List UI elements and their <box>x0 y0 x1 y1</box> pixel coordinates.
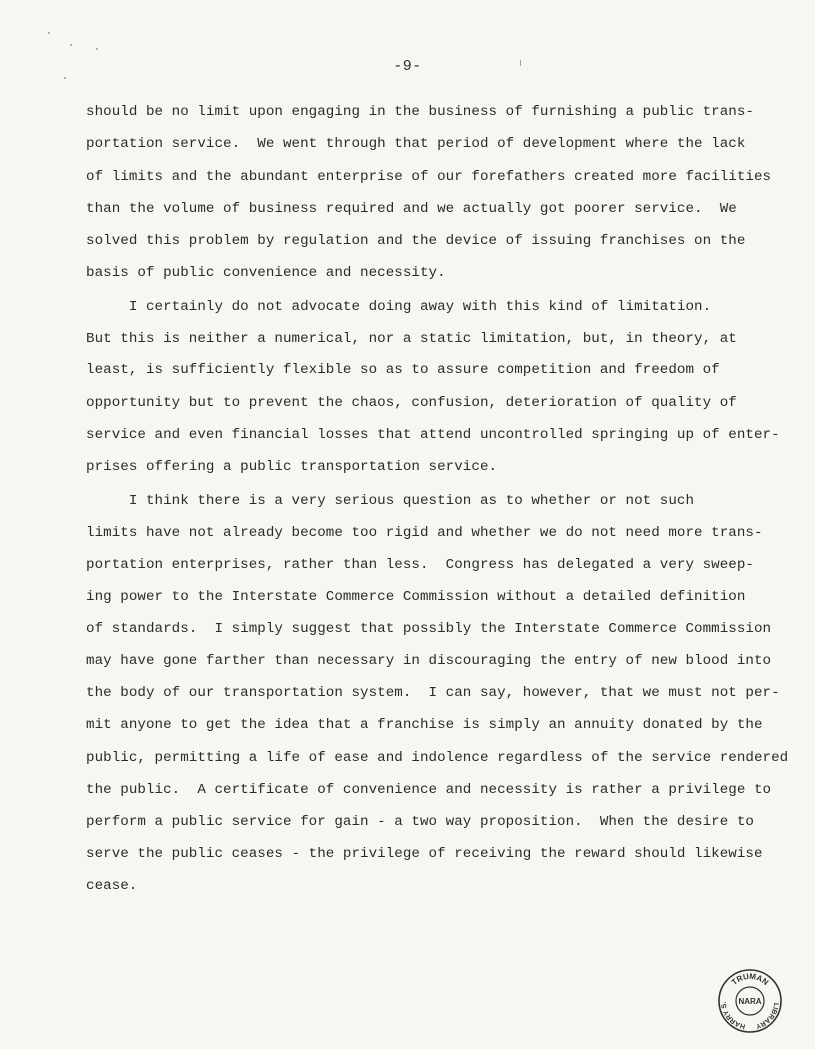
text-line: serve the public ceases - the privilege of receiving the reward should likewise <box>86 846 763 862</box>
text-line: mit anyone to get the idea that a franchise is simply an annuity donated by the <box>86 717 763 733</box>
text-line: I certainly do not advocate doing away with this kind of limitation. <box>86 299 712 315</box>
text-line: prises offering a public transportation service. <box>86 459 498 475</box>
stamp-top-text: TRUMAN <box>729 971 771 987</box>
scan-speck <box>64 77 66 79</box>
text-line: than the volume of business required and we actually got poorer service. We <box>86 201 737 217</box>
scan-speck <box>48 32 50 34</box>
text-line: ing power to the Interstate Commerce Commission without a detailed definition <box>86 589 746 605</box>
text-line: cease. <box>86 878 138 894</box>
stamp-left-text: HARRY S. <box>720 1001 747 1030</box>
text-line: the body of our transportation system. I can say, however, that we must not per- <box>86 685 780 701</box>
text-line: But this is neither a numerical, nor a static limitation, but, in theory, at <box>86 331 737 347</box>
scan-speck <box>96 48 98 50</box>
text-line: basis of public convenience and necessity. <box>86 265 446 281</box>
text-line: opportunity but to prevent the chaos, confusion, deterioration of quality of <box>86 395 737 411</box>
text-line: solved this problem by regulation and the device of issuing franchises on the <box>86 233 746 249</box>
scan-speck <box>70 44 72 46</box>
text-line: of standards. I simply suggest that possibly the Interstate Commerce Commission <box>86 621 772 637</box>
text-line: portation service. We went through that period of development where the lack <box>86 136 746 152</box>
library-stamp-icon <box>717 968 783 1034</box>
text-line: I think there is a very serious question as to whether or not such <box>86 493 695 509</box>
text-line: perform a public service for gain - a two way proposition. When the desire to <box>86 814 754 830</box>
text-line: may have gone farther than necessary in discouraging the entry of new blood into <box>86 653 772 669</box>
text-line: should be no limit upon engaging in the business of furnishing a public trans- <box>86 104 754 120</box>
page-number: -9- <box>393 58 422 75</box>
stamp-center-text: NARA <box>738 997 762 1006</box>
text-line: the public. A certificate of convenience and necessity is rather a privilege to <box>86 782 772 798</box>
text-line: portation enterprises, rather than less. Congress has delegated a very sweep- <box>86 557 754 573</box>
stamp-right-text: LIBRARY <box>754 1002 780 1030</box>
text-line: public, permitting a life of ease and indolence regardless of the service rendered <box>86 750 789 766</box>
text-line: limits have not already become too rigid and whether we do not need more trans- <box>86 525 763 541</box>
text-line: of limits and the abundant enterprise of our forefathers created more facilities <box>86 169 772 185</box>
text-line: least, is sufficiently flexible so as to assure competition and freedom of <box>86 362 720 378</box>
text-line: service and even financial losses that attend uncontrolled springing up of enter- <box>86 427 780 443</box>
